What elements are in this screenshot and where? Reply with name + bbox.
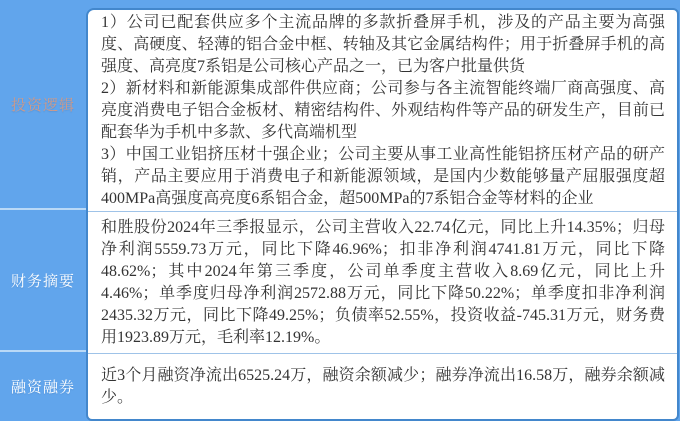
label-margin-trading: 融资融券 — [10, 379, 75, 396]
sidebar-cell-margin-trading — [0, 352, 86, 421]
investment-point-2: 2）新材料和新能源集成部件供应商；公司参与各主流智能终端厂商高强度、高亮度消费电子铝合金板材、精密结构件、外观结构件等产品的研发生产，目前已配套华为手机中多款、多代高端机型 — [101, 79, 665, 141]
margin-trading-paragraph: 近3个月融资净流出6525.24万，融资余额减少；融券净流出16.58万，融券余额减少。 — [101, 366, 665, 406]
financial-summary-text — [88, 212, 677, 354]
label-financial-summary: 财务摘要 — [10, 272, 75, 290]
sidebar-cell-financial-summary — [0, 210, 86, 352]
investment-point-3: 3）中国工业铝挤压材十强企业；公司主要从事工业高性能铝挤压材产品的研产销，产品主要应用于消费电子和新能源领域，是国内少数能够量产屈服强度超400MPa高强度高亮度6系铝合金，超500MPa的7系铝合金等材料的企业 — [101, 145, 665, 207]
content-panel — [86, 8, 679, 421]
label-column — [0, 0, 86, 421]
investment-logic-text — [88, 10, 677, 212]
investment-point-1: 1）公司已配套供应多个主流品牌的多款折叠屏手机，涉及的产品主要为高强度、高硬度、轻薄的铝合金中框、转轴及其它金属结构件；用于折叠屏手机的高强度、高亮度7系铝是公司核心产品之一，已为客户批量供货 — [101, 13, 665, 75]
sidebar-cell-investment-logic — [0, 0, 86, 210]
financial-summary-paragraph: 和胜股份2024年三季报显示，公司主营收入22.74亿元，同比上升14.35%；归母净利润5559.73万元，同比下降46.96%；扣非净利润4741.81万元，同比下降48.62%；其中2024年第三季度，公司单季度主营收入8.69亿元，同比上升4.46%；单季度归母净利润2572.88万元，同比下降50.22%；单季度扣非净利润2435.32万元，同比下降49.25%；负债率52.55%，投资收益-745.31万元，财务费用1923.89万元，毛利率12.19%。 — [101, 218, 665, 346]
label-investment-logic: 投资逻辑 — [10, 96, 75, 114]
margin-trading-text — [88, 354, 677, 419]
